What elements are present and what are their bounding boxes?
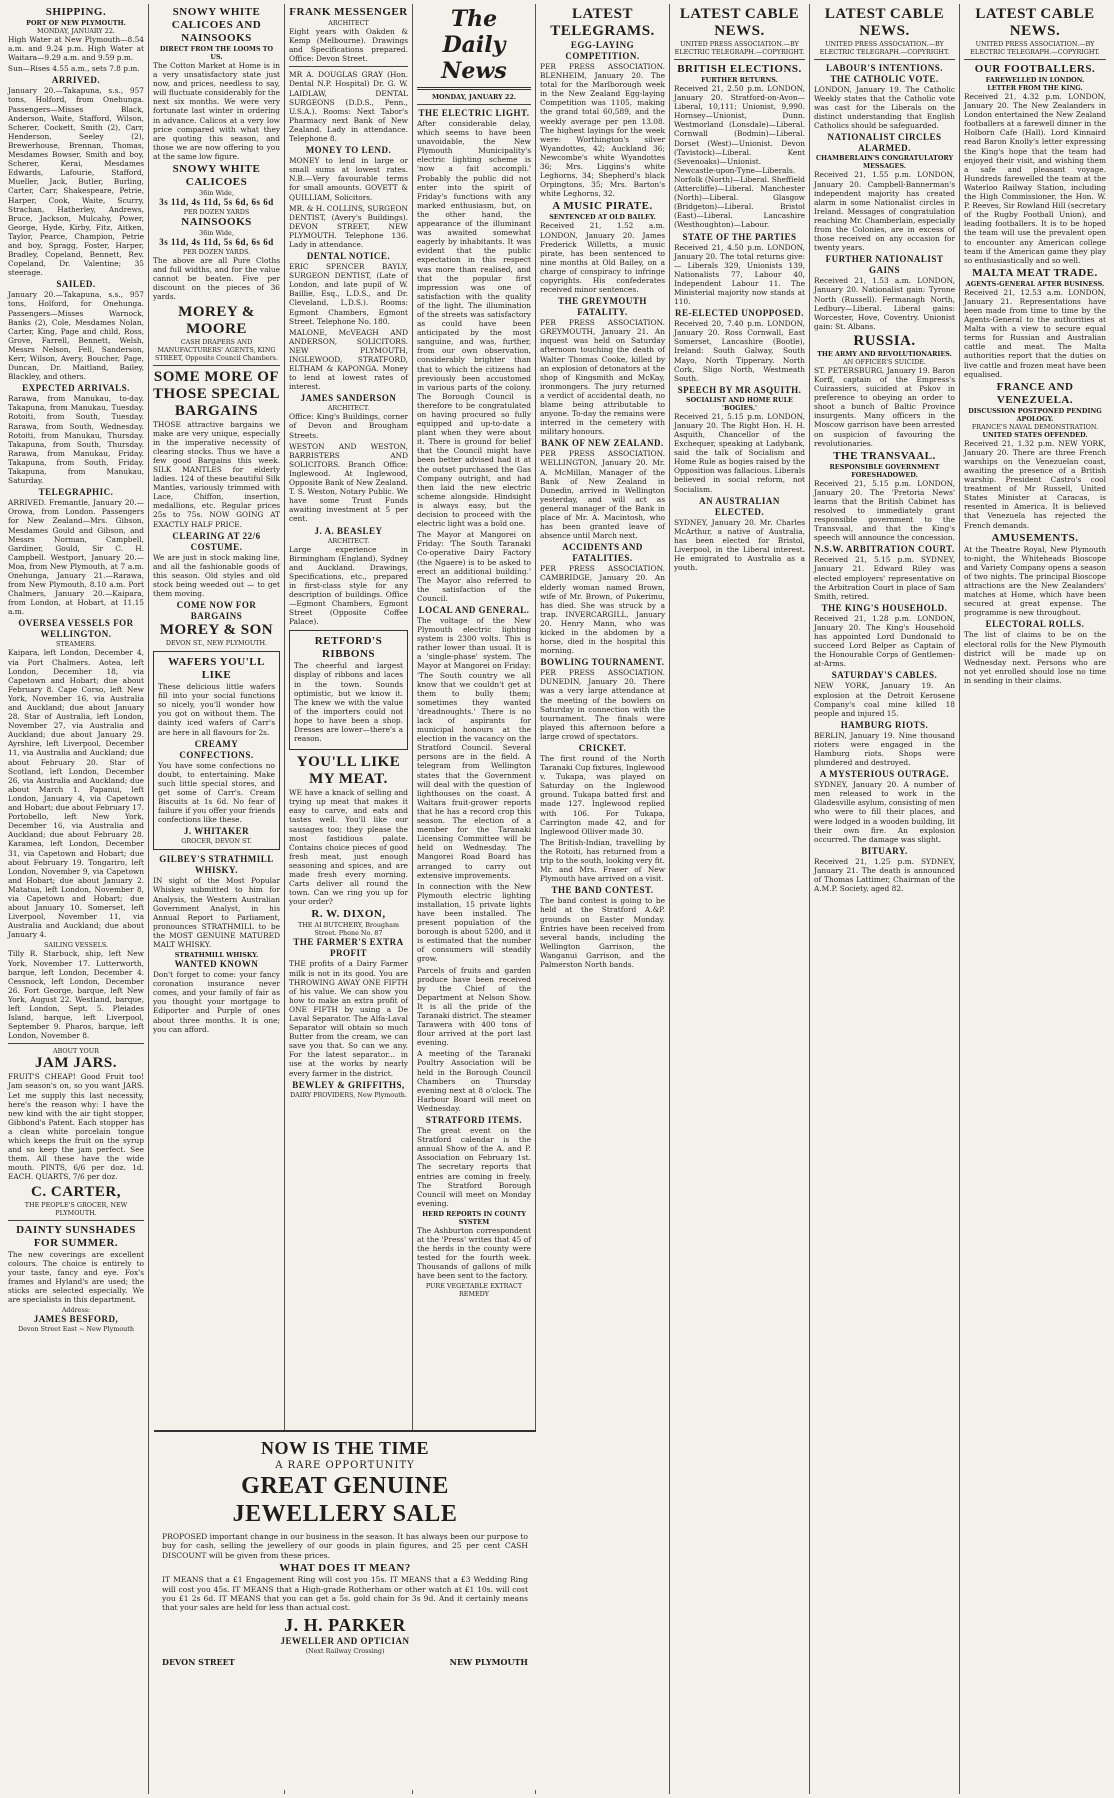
music-sub: SENTENCED AT OLD BAILEY.	[549, 213, 656, 222]
arrived-heading: ARRIVED.	[51, 75, 101, 86]
sanderson-name: JAMES SANDERSON	[300, 393, 397, 404]
footballers-text: Received 21, 4.32 p.m. LONDON, January 20. The New Zealanders in London entertained the New Zealand footballers at a farewell dinner in the Holborn Cafe (Hall). Lord Kinnaird read Baron Knolly's letter expressing the King's hope that the team had enjoyed their visit, and wishing them a safe and pleasant voyage. Hundreds farewelled the team at the Waterloo Railway Station, including the High Commissioner, the Hon. W. P. Reeves, Sir Rowland Hill (secretary of the Rugby Football Union), and leading footballers. It is to be hoped the team will use the prevalent open to encounter any American college team if the American game they play so enthusiastically and so well.	[964, 92, 1106, 265]
what-heading: WHAT DOES IT MEAN?	[279, 1562, 411, 1575]
naval-heading: FRANCE'S NAVAL DEMONSTRATION.	[971, 422, 1099, 431]
dixon-sub: THE AI BUTCHERY, Brougham Street. Phone No. 87	[297, 921, 400, 938]
snowy-direct: DIRECT FROM THE LOOMS TO US.	[159, 45, 274, 61]
brit-text: Received 21, 2.50 p.m. LONDON, January 20. Stratford-on-Avon—Liberal, 10,111; Unionist, 9,990. Hornsey—Unionist, Dunn. Westmorland (Lonsdale)—Liberal. Cornwall (Bodmin)—Liberal. Dorset (West)—Unionist. Devon (Tavistock)—Liberal. Kent (Sevenoaks)—Unionist. Newcastle-upon-Tyne—Liberals. Norfolk (North)—Liberal. Sheffield (Attercliffe)—Liberal. Manchester (North)—Liberal. Glasgow (Bridgeton)—Liberal. Bristol (East)—Liberal. Lancashire (Westhoughton)—Labour.	[674, 84, 805, 230]
electoral-heading: ELECTORAL ROLLS.	[985, 619, 1085, 630]
parker-address-town: NEW PLYMOUTH	[449, 1656, 528, 1667]
bowling-text: PER PRESS ASSOCIATION. DUNEDIN, January 20. There was a very large attendance at the meeting of the bowlers on Saturday in connection with the tournament. The finals were played this afternoon before a large crowd of spectators.	[540, 668, 665, 741]
money-heading: MONEY TO LEND.	[305, 145, 392, 156]
officer-sub: AN OFFICER'S SUICIDE.	[843, 357, 926, 366]
brit-heading: BRITISH ELECTIONS.	[677, 63, 802, 75]
column-cable-news-3	[960, 4, 1110, 1794]
labour-heading: LABOUR'S INTENTIONS.	[825, 63, 944, 73]
cable-heading: LATEST CABLE NEWS.	[679, 6, 800, 39]
carter-name: C. CARTER,	[31, 1183, 121, 1200]
cable-sub-2: UNITED PRESS ASSOCIATION.—BY ELECTRIC TELEGRAPH.—COPYRIGHT.	[819, 40, 950, 56]
nainsooks-heading: NAINSOOKS	[181, 216, 252, 229]
beasley-text: Large experience in Birmingham (England), Sydney and Auckland. Drawings, Specifications, etc., prepared in first-class style for any description of buildings. Office—Egmont Chambers, Egmont Street (Opposite Coffee Palace).	[289, 544, 408, 627]
brit-sub: FURTHER RETURNS.	[701, 76, 778, 84]
tides-text: High Water at New Plymouth—8.54 a.m. and 9.24 p.m. High Water at Waitara—9.29 a.m. and 9.59 p.m.	[8, 35, 144, 63]
wafers-ad	[153, 651, 280, 850]
morey-son-name: MOREY & SON	[159, 622, 274, 639]
clearing-text: We are just in stock making line, and all the fashionable goods of this season. Old styles and old stock being weeded out — to get them moving.	[153, 552, 280, 598]
parties-heading: STATE OF THE PARTIES	[682, 231, 797, 242]
column-cable-news-1	[670, 4, 810, 1794]
unopposed-heading: RE-ELECTED UNOPPOSED.	[674, 308, 805, 319]
cable-heading-2: LATEST CABLE NEWS.	[824, 6, 945, 39]
nainsooks-width: 36in Wide,	[199, 229, 234, 238]
transvaal-heading: THE TRANSVAAL.	[833, 449, 936, 462]
jam-heading: JAM JARS.	[35, 1055, 117, 1072]
masthead-rule	[417, 87, 531, 90]
nationalist-heading: NATIONALIST CIRCLES ALARMED.	[827, 132, 942, 154]
parker-name: J. H. PARKER	[284, 1614, 406, 1635]
morey-son-sub: DEVON ST., NEW PLYMOUTH.	[165, 639, 268, 648]
nainsooks-per: PER DOZEN YARDS.	[182, 248, 251, 257]
further-heading: FURTHER NATIONALIST GAINS	[825, 254, 944, 276]
catholic-heading: THE CATHOLIC VOTE.	[830, 74, 939, 84]
cable-heading-3: LATEST CABLE NEWS.	[975, 6, 1095, 39]
cable-sub-3: UNITED PRESS ASSOCIATION.—BY ELECTRIC TELEGRAPH.—COPYRIGHT.	[970, 40, 1100, 56]
calicoes-width: 36in Wide,	[199, 189, 234, 198]
asquith-heading: SPEECH BY MR ASQUITH.	[677, 384, 802, 395]
masthead: The Daily News	[441, 6, 507, 84]
mystery-text: SYDNEY, January 20. A number of men released to work in the Gladesville asylum, consisting of men who were to fill their places, and were lodged in a wooden building, lit their own fire. An explosion occurred. The damage was slight.	[814, 780, 955, 844]
cricket-text: The first round of the North Taranaki Cup fixtures, Inglewood v. Tukapa, was played on Saturday on the Inglewood ground. Tukapa batted first and made 127. Inglewood replied with 106. For Tukapa, Carrington made 42, and for Inglewood Olliver made 30.	[540, 754, 665, 836]
retford-ad	[289, 630, 408, 750]
bewley-sub: DAIRY PROVIDERS, New Plymouth.	[290, 1090, 407, 1099]
australian-text: SYDNEY, January 20. Mr. Charles McArthur, a native of Australia, has been elected for Bristol, Liverpool, in the Liberal interest. He emigrated to Australia as a youth.	[674, 517, 805, 573]
clearing-heading: CLEARING AT 22/6 COSTUME.	[172, 530, 261, 552]
arrived-text: January 20.—Takapuna, s.s., 957 tons, Holford, from Onehunga. Passengers—Misses Black, Anderson, Waite, Stafford, Wilson, Scherer, Cockett, Smith (2), Carr, Henderson, Seeley (2), Brewerhouse, Brennan, Thomas, Mesdames Bowser, Smith and boy, Scherer, Kerai, Mesdames Edwards, Lafourie, Stafford, Mueller, Jack, Butler, Burling, Carter, Carr, Shakespeare, Petrie, Harper, Cook, Waite, Scurry, Strachan, Hatherley, Andrews, Bruce, Jackson, Mulcahy, Power, George, Hyde, Kirby, Fitz, Aitken, Taylor, Pearce, Champion, Petrie and boy, Spragg, Foster, Harper, Bradley, Copeland, Bennett, Rev. Copeland, Dr. Valentine; 35 steerage.	[8, 86, 144, 278]
france-text: Received 21, 1.32 p.m. NEW YORK, January 20. There are three French warships on the Venezuelan coast, awaiting the presence of a British warship. President Castro's cool treatment of Mr Russell, United States Minister at Caracas, is resented in America. It is believed that Venezuela has rejected the French demands.	[964, 438, 1106, 530]
overseas-text: Kaipara, left London, December 4, via Port Chalmers. Aotea, left London, December 18, via Capetown and Hobart; due about February 8. Cape Corso, left New York, November 16, via Australia and Auckland; due about January 28. Star of Australia, left London, November 27, via Australia and Auckland; due about January 29. Ayrshire, left Liverpool, December 11, via Australia and Auckland; due about February 20. Star of Scotland, left London, December 26, via Australia and Auckland; due about March 1. Papanui, left London, January 4, via Capetown and Hobart; due about February 17. Portobello, left New York, December 16, via Australia and Auckland; due about February 28. Karamea, left London, December 31, via Capetown and Hobart; due about February 19. Tongariro, left London, November 9, via Capetown and Hobart; due about January 2. Matatua, left London, November 8, via Capetown and Hobart; due about January 10. Somerset, left Liverpool, November 11, via Australia and Auckland; due about January 4.	[8, 648, 144, 940]
kings-text: Received 21, 1.28 p.m. LONDON, January 20. The King's Household has appointed Lord Dundonald to succeed Lord Belper as Captain of the Honourable Corps of Gentlemen-at-Arms.	[814, 613, 955, 669]
divider	[417, 104, 531, 105]
whitaker-name: J. WHITAKER	[183, 826, 250, 837]
france-heading: FRANCE AND VENEZUELA.	[996, 380, 1074, 406]
collins-ad: MR. & H. COLLINS, SURGEON DENTIST, (Avery's Buildings). DEVON STREET, NEW PLYMOUTH. Telephone 136. Lady in attendance.	[289, 203, 408, 249]
amusements-text: At the Theatre Royal, New Plymouth to-night, the Whiteheads Bioscope and Variety Company opens a season of two nights. The principal Bioscope attractions are the New Zealanders' matches at Home, which have been secured at great expense. The programme is new throughout.	[964, 544, 1106, 618]
douglas-ad: MR A. DOUGLAS GRAY (Hon. Dental N.P. Hospital) Dr. G. W. LAIDLAW, DENTAL SURGEONS (D.D.S., Penn., U.S.A.). Rooms: Next Tabor's Pharmacy next Bank of New Zealand. Lady in attendance. Telephone 8.	[289, 70, 408, 144]
asquith-text: Received 21, 5.15 p.m. LONDON, January 20. The Right Hon. H. H. Asquith, Chancellor of the Exchequer, speaking at Ladybank, said the talk of Socialism and Home Rule as bogies raised by the Opposition was fallacious. Liberals believed in social reform, not Socialism.	[674, 411, 805, 494]
hamburg-heading: HAMBURG RIOTS.	[840, 719, 929, 730]
morey-moore-name: MOREY & MOORE	[178, 303, 255, 337]
wanted-heading: WANTED KNOWN	[174, 959, 259, 970]
steamers-heading: STEAMERS.	[55, 640, 97, 649]
stratford-text: The great event on the Stratford calendar is the annual Show of the A. and P. Association on February 1st. The secretary reports that entries are coming in freely. The Stratford Borough Council will meet on Monday evening.	[417, 1126, 531, 1208]
divider	[8, 1220, 144, 1221]
gilbey-text: IN sight of the Most Popular Whiskey submitted to him for Analysis, the Western Australian Government Analyst, in his Annual Report to Parliament, pronounces STRATHMILL to be the MOST GENUINE MATURED MALT WHISKY.	[153, 876, 280, 949]
farmer-text: THE profits of a Dairy Farmer milk is not in its good. You are THROWING AWAY ONE FIFTH of his value. We can show you how to make an extra profit of ONE FIFTH by using a De Laval Separator. The Alfa-Laval Separator will obtain so much Butter from the cream, we can save you that. So can we any. For the latest separator... in use at the works by nearly every farmer in the district.	[289, 959, 408, 1078]
malta-sub: AGENTS-GENERAL AFTER BUSINESS.	[965, 279, 1105, 288]
dainty-text: The new coverings are excellent colours. The choice is entirely to your taste, fancy and eye. Fox's frames and Hyland's are used; the sticks are selected especially. We are specialists in this department.	[8, 1249, 144, 1304]
mayor-text: The Mayor at Mangorei on Friday: 'The South Taranaki Co-operative Dairy Factory (the Ngaere) is to be asked to erect an additional building.' The Mayor also referred to the satisfaction of the Council.	[417, 530, 531, 603]
column-cable-news-2	[810, 4, 960, 1794]
parker-sub: JEWELLER AND OPTICIAN	[280, 1635, 410, 1646]
weston-ad: WESTON AND WESTON, BARRISTERS AND SOLICITORS. Branch Office: Inglewood. At Inglewood, Opposite Bank of New Zealand. T. S. Weston, Notary Public. We have some Trust Funds awaiting investment at 5 per cent.	[289, 441, 408, 524]
letter-heading: LETTER FROM THE KING.	[987, 84, 1083, 92]
parker-address-street: DEVON STREET	[162, 1656, 235, 1667]
music-text: Received 21, 1.52 a.m. LONDON, January 20. James Frederick Willetts, a music pirate, has been sentenced to nine months at Old Bailey, on a charge of conspiracy to infringe copyrights. His confederates received minor sentences.	[540, 221, 665, 295]
divider	[674, 59, 805, 60]
nsw-text: Received 21, 5.15 p.m. SYDNEY, January 21. Edward Riley was elected employers' representative on the Arbitration Court in place of Sam Smith, retired.	[814, 555, 955, 601]
column-telegrams	[536, 4, 670, 1794]
bnz-heading: BANK OF NEW ZEALAND.	[541, 438, 664, 449]
address-name: JAMES BESFORD,	[33, 1314, 119, 1325]
cricket-heading: CRICKET.	[578, 743, 627, 753]
egg-heading: EGG-LAYING COMPETITION.	[565, 40, 640, 61]
mystery-heading: A MYSTERIOUS OUTRAGE.	[819, 769, 950, 780]
local-heading: LOCAL AND GENERAL.	[418, 604, 530, 615]
france-sub: DISCUSSION POSTPONED PENDING APOLOGY.	[968, 406, 1102, 423]
band-text: The band contest is going to be held at the Stratford A.&P. grounds on Easter Monday. Entries have been received from several bands, including the Wellington Garrison, the Wanganui Garrison, and the Palmerston North bands.	[540, 896, 665, 969]
wafers-heading: WAFERS YOU'LL LIKE	[168, 656, 265, 682]
retford-heading: RETFORD'S RIBBONS	[314, 635, 383, 661]
dental-notice: DENTAL NOTICE.	[306, 251, 391, 262]
music-heading: A MUSIC PIRATE.	[552, 200, 653, 213]
russia-text: ST. PETERSBURG, January 19. Baron Korff, captain of the Empress's Cuirassiers, suicided at Pskov in preference to obeying an order to shoot a bunch of Baltic Province insurgents. Many officers in the Moscow garrison have been arrested on suspicion of favouring the revolutionaries.	[814, 365, 955, 448]
come-heading: COME NOW FOR BARGAINS	[176, 600, 257, 622]
whitaker-sub: GROCER, DEVON ST.	[181, 837, 252, 846]
great-genuine: GREAT GENUINE	[241, 1473, 449, 1499]
divider	[289, 66, 408, 67]
jam-about: ABOUT YOUR	[52, 1047, 99, 1056]
expected-text: Rarawa, from Manukau, to-day. Takapuna, from Manukau, Tuesday. Rotoiti, from South, Tuesday. Rarawa, from South, Wednesday. Rotoiti, from Manukau, Thursday. Takapuna, from South, Thursday. Rarawa, from Manukau, Friday. Takapuna, from South, Friday. Takapuna, from Manukau, Saturday.	[8, 394, 144, 486]
telegrams-heading: LATEST TELEGRAMS.	[550, 6, 655, 39]
saturday-text: NEW YORK, January 19. An explosion at the Detroit Kerosene Company's coal mine killed 18 people and injured 15.	[814, 681, 955, 718]
editorial-date: MONDAY, JANUARY 22.	[431, 93, 517, 101]
unopposed-text: Received 20, 7.40 p.m. LONDON, January 20. Ross Cornwall, East Somerset, Lancashire (Bootle), Ireland: South Galway, South Mayo, North Tipperary. North Cork, Sligo North, Westmeath South.	[674, 319, 805, 383]
calicoes-prices: 3s 11d, 4s 11d, 5s 6d, 6s 6d	[159, 197, 274, 208]
remedy-sign: PURE VEGETABLE EXTRACT REMEDY	[425, 1282, 523, 1299]
calicoes-heading: SNOWY WHITE CALICOES	[172, 163, 261, 189]
nsw-heading: N.S.W. ARBITRATION COURT.	[814, 544, 955, 555]
greymouth-text: PER PRESS ASSOCIATION. GREYMOUTH, January 21. An inquest was held on Saturday afternoon touching the death of Walter Thomas Cooke, killed by an explosion of detonators at the shop of Kingsmith and McKay, ironmongers. The jury returned a verdict of accidental death, no blame being attributable to anyone. To-day the remains were interred in the cemetery with military honours.	[540, 318, 665, 437]
dainty-heading: DAINTY SUNSHADES FOR SUMMER.	[16, 1223, 136, 1249]
bazaar-text: In connection with the New Plymouth electric lighting installation, 15 private lights have been installed. The present population of the borough is about 5200, and it is estimated that the number of consumers will steadily grow.	[417, 881, 531, 964]
nationalist-text: Received 21, 1.55 p.m. LONDON, January 20. Campbell-Bannerman's independent majority has created alarm in some Nationalist circles in Ireland. Messages of congratulation reaching Mr. Chamberlain, especially from the Colonies, are in excess of those received on any occasion for twenty years.	[814, 170, 955, 253]
morey-moore-sub: CASH DRAPERS AND MANUFACTURERS' AGENTS, KING STREET, Opposite Council Chambers.	[155, 337, 278, 362]
proposed-text: PROPOSED important change in our business in the season. It has always been our purpose to buy for cash, selling the jewellery of our goods in plain figures, and 25 per cent CASH DISCOUNT will be given from these prices.	[162, 1532, 528, 1560]
sailed-heading: SAILED.	[56, 279, 96, 290]
beasley-role: ARCHITECT.	[327, 536, 370, 545]
shipping-date: MONDAY, JANUARY 22.	[37, 27, 115, 35]
dixon-name: R. W. DIXON,	[311, 908, 386, 921]
what-items: IT MEANS that a £1 Engagement Ring will cost you 15s. IT MEANS that a £3 Wedding Ring will cost you 45s. IT MEANS that a High-grade Rotherham or other watch at £1 10s. will cost you £1 2s 6d. IT MEANS that you can get a 5s. gold chain for 3s 9d. And it certainly means that your sales are held for less than actual cost.	[162, 1575, 528, 1613]
nationalist-sub: CHAMBERLAIN'S CONGRATULATORY MESSAGES.	[815, 154, 954, 171]
jam-text: FRUIT'S CHEAP! Good Fruit too! Jam season's on, so you want JARS. Let me supply this last necessity, here's the reason why: I have the new kind with the air tight stopper, Gibbond's Patent. Each stopper has a clean white porcelain tongue which keeps the fruit on the syrup and so keep the jam perfect. See them. All these have the wide mouth. PINTS, 6/6 per doz. 1d. EACH. QUARTS, 7/6 per doz.	[8, 1072, 144, 1182]
obituary-heading: BITUARY.	[861, 845, 908, 856]
divider	[814, 59, 955, 60]
further-text: Received 21, 1.53 a.m. LONDON, January 20. Nationalist gain: Tyrone North (Russell). Fermanagh North, Ledbury—Liberal. Liberal gains: Worcester, Hove, Coventry. Unionist gain: St. Albans.	[814, 276, 955, 331]
greymouth-heading: THE GREYMOUTH FATALITY.	[558, 296, 647, 318]
australian-heading: AN AUSTRALIAN ELECTED.	[699, 495, 780, 517]
egg-text: PER PRESS ASSOCIATION. BLENHEIM, January 20. The total for the Marlborough week in the New Zealand Egg-laying Competition was 1105, making the grand total 60,589, and the weekly average per pen 13.08. The highest layings for the week were: Worthington's silver Wyandottes, 42; Auckland 36; Newcombe's white Wyandottes 36; Mrs. Liggins's white Leghorns, 34; Shepherd's black Orpingtons, 35; Mrs. Barton's white Leghorns, 32.	[540, 62, 665, 199]
snowy-heading: SNOWY WHITE CALICOES AND NAINSOOKS	[171, 6, 262, 44]
asquith-sub: SOCIALIST AND HOME RULE 'BOGIES.'	[686, 395, 793, 412]
saturday-heading: SATURDAY'S CABLES.	[831, 670, 938, 681]
band-heading: THE BAND CONTEST.	[551, 885, 654, 896]
stratford-heading: STRATFORD ITEMS.	[425, 1115, 523, 1126]
transvaal-sub: RESPONSIBLE GOVERNMENT FORESHADOWED.	[829, 462, 940, 479]
retford-text: The cheerful and largest display of ribbons and laces in the town. Sounds optimistic, but we know it. The knew we with the value of the importers could not hope to have been a shop. Dresses are lower—there's a reason.	[294, 661, 403, 744]
messenger-role: ARCHITECT	[328, 19, 369, 27]
malone-ad: MALONE, McVEAGH AND ANDERSON, SOLICITORS. NEW PLYMOUTH, INGLEWOOD, STRATFORD, ELTHAM & KAPONGA. Money to lend at lowest rates of interest.	[289, 327, 408, 392]
address-street: Devon Street East ~ New Plymouth	[18, 1325, 134, 1334]
calicoes-per: PER DOZEN YARDS	[183, 208, 250, 217]
jewellery-sale-ad	[154, 1430, 536, 1790]
divider	[153, 365, 280, 366]
port-heading: PORT OF NEW PLYMOUTH.	[26, 19, 126, 27]
jewellery-sale-heading: JEWELLERY SALE	[232, 1501, 458, 1527]
column-shipping	[4, 4, 149, 1794]
divider	[964, 59, 1106, 60]
carter-sub: THE PEOPLE'S GROCER, NEW PLYMOUTH.	[24, 1200, 128, 1217]
sailed-text: January 20.—Takapuna, s.s., 957 tons, Holford, for Onehunga. Passengers—Misses Warnock, Banks (2), Cole, Mesdames Nolan, Carter, King, Page and child, Ross, Grove, Farrell, Bennett, Welsh, Messrs Nelson, Fell, Sanderson, Kerr, Wilson, Avery, Boucher, Page, Duncan, Dr. Maitland, Bailey, Blackley, and others.	[8, 290, 144, 382]
farmer-heading: THE FARMER'S EXTRA PROFIT	[293, 937, 404, 959]
expected-heading: EXPECTED ARRIVALS.	[22, 383, 130, 394]
local-text: The voltage of the New Plymouth electric lighting system is 2300 volts. This is rather lower than usual. It is a 'single-phase' system. The Mayor at Mangorei on Friday: 'The South country we all know that we couldn't get at them to bully them; sometimes they wanted 'dreadnoughts.' There is no lack of aspirants for municipal honours at the election in the vacancy on the Stratford Council. Several persons are in the field. A telegram from Wellington states that the Government will deal with the question of lighthouses on the coast. A Waitara fruit-grower reports that he has a record crop this season. The election of a member for the Taranaki Licensing Committee will be held on Wednesday. The Mangorei Road Board has arranged to carry out extensive improvements.	[417, 615, 531, 880]
cable-sub: UNITED PRESS ASSOCIATION.—BY ELECTRIC TELEGRAPH.—COPYRIGHT.	[674, 40, 805, 56]
beasley-name: J. A. BEASLEY	[314, 525, 383, 536]
obituary-text: Received 21, 1.25 p.m. SYDNEY, January 21. The death is announced of Thomas Lattimer, Chairman of the A.M.P. Society, aged 82.	[814, 856, 955, 894]
nainsooks-prices: 3s 11d, 4s 11d, 5s 6d, 6s 6d	[159, 237, 274, 248]
bnz-text: PER PRESS ASSOCIATION. WELLINGTON, January 20. Mr. A. McMillan, Manager of the Bank of New Zealand in Dunedin, arrived in Wellington yesterday, and will act as general manager of the Bank in place of Mr. A. Macintosh, who has been granted leave of absence until March next.	[540, 449, 665, 541]
sanderson-role: ARCHITECT.	[327, 404, 370, 413]
money-text: MONEY to lend in large or small sums at lowest rates. N.B.—Very favourable terms for small amounts. GOVETT & QUILLIAM, Solicitors.	[289, 156, 408, 202]
divider	[8, 1043, 144, 1044]
special-bargains-heading: SOME MORE OF THOSE SPECIAL BARGAINS	[153, 368, 280, 419]
sanderson-text: Office: King's Buildings, corner of Devon and Brougham Streets.	[289, 412, 408, 440]
russia-heading: RUSSIA.	[853, 332, 916, 349]
kings-heading: THE KING'S HOUSEHOLD.	[821, 602, 948, 613]
sun-text: Sun—Rises 4.55 a.m., sets 7.8 p.m.	[8, 64, 140, 74]
creamy-heading: CREAMY CONFECTIONS.	[179, 738, 254, 760]
wafers-text: These delicious little wafers fill into your social functions so nicely, you'll wonder how you got on without them. The dainty iced wafers of Carr's are here in all flavours for 2s.	[158, 682, 275, 737]
address-label: Address:	[61, 1306, 91, 1315]
hamburg-text: BERLIN, January 19. Nine thousand rioters were engaged in the Hamburg riots. Shops were plundered and destroyed.	[814, 730, 955, 768]
overseas-heading: OVERSEA VESSELS FOR WELLINGTON.	[18, 618, 134, 640]
electric-text: After considerable delay, which seems to have been unavoidable, the New Plymouth Municipality's electric lighting scheme is 'now a fait accompli.' Probably the public did not enter into the spirit of Friday's functions with any marked enthusiasm, but, on the other hand, the appearance of the illuminant was awaited somewhat eagerly by inhabitants. It was evident that the public expectation in this respect was more than realised, and that the popular first impression was one of satisfaction with the quality of the light. The illumination of the streets was satisfactory as could have been anticipated by the most sanguine, and was, further, from our own observation, considerably brighter than that to which the citizens had previously been accustomed in various parts of the colony. The Borough Council is therefore to be congratulated on having procured so fully equipped and up-to-date a plant when they were about it. There is ground for belief that the Council might have been better advised had it at the outset purchased the Gas Company outright, and had then laid the new electric scheme alongside. Hindsight is always easy, but the decision to proceed with the electric light was a bold one.	[417, 119, 531, 529]
messenger-text: Eight years with Oakden & Kemp (Melbourne). Drawings and Specifications prepared. Office: Devon Street.	[289, 27, 408, 64]
catholic-text: LONDON, January 19. The Catholic Weekly states that the Catholic vote was cast for the Liberals on the distinct understanding that English Catholics should be safeguarded.	[814, 85, 955, 131]
youll-like-text: WE have a knack of selling and trying up meat that makes it easy to carve, and eats and tastes well. You'll like our sausages too; they please the most fastidious palate. Contains choice pieces of good fresh meat, just enough seasoning and spices, and are made fresh every morning. Carts deliver all round the town. Can we ring you up for your order?	[289, 788, 408, 907]
snowy-text: The Cotton Market at Home is in a very unsatisfactory state just now, and prices, needless to say, will fluctuate considerably for the next six months. We were very fortunate last winter in ordering in advance. Calicos at a very low price compared with what they are quoting this season, and those we are now offering to you at the same low figure.	[153, 61, 280, 161]
messenger-name: FRANK MESSENGER	[289, 6, 408, 18]
misc-text: A meeting of the Taranaki Poultry Association will be held in the Borough Council Chambers on Thursday evening next at 8 o'clock. The Harbour Board will meet on Wednesday.	[417, 1049, 531, 1113]
electoral-text: The list of claims to be on the electoral rolls for the New Plymouth district will be made up on Wednesday next. Persons who are not yet enrolled should lose no time in sending in their claims.	[964, 630, 1106, 685]
wanted-text: Don't forget to come: your fancy coronation insurance never comes, and your family of fair as you thought your mortgage to Ediporter and Purple of ones about three months. It is one; you can afford.	[153, 970, 280, 1034]
footballers-sub: FAREWELLED IN LONDON.	[985, 76, 1085, 84]
parker-location: (Next Railway Crossing)	[305, 1646, 385, 1655]
malta-text: Received 21, 12.53 a.m. LONDON, January 21. Representations have been made from time to time by the Agents-General to the authorities at Malta with a view to secure equal terms for Russian and Australian cattle and meat. The Malta authorities report that the duties on live cattle and frozen meat have been equalised.	[964, 287, 1106, 379]
special-bargains-text: THOSE attractive bargains we make are very unique, especially in the imperative necessity of clearing stocks. Thus we have a few good Bargains this week. SILK MANTLES for elderly ladies. 124 of these beautiful Silk Mantles, variously trimmed with Lace, Chiffon, insertion, medallions, etc. Regular prices 25s to 75s. NOW GOING AT EXACTLY HALF PRICE.	[153, 419, 280, 529]
gilbey-foot: STRATHMILL WHISKY.	[174, 951, 259, 960]
extra-text: The British-Indian, travelling by the Rotoiti, has returned from a trip to the south, looking very fit. Mr. and Mrs. Fraser of New Plymouth have arrived on a visit.	[540, 837, 665, 884]
nainsooks-note: The above are all Pure Cloths and full widths, and for the value cannot be beaten. Five per discount on the pieces of 36 yards.	[153, 256, 280, 302]
parker-address	[162, 1657, 528, 1667]
farming-text: Parcels of fruits and garden produce have been received by the Chief of the Department at Nelson Show. It is all the pride of the Taranaki district. The steamer Tarawera with 400 tons of flour arrived at the port last evening.	[417, 965, 531, 1048]
rare-opportunity: A RARE OPPORTUNITY	[275, 1460, 415, 1471]
transvaal-text: Received 21, 5.15 p.m. LONDON, January 20. The 'Pretoria News' learns that the British Cabinet has resolved to immediately grant responsible government to the Transvaal, and that the King's speech will announce the concession.	[814, 478, 955, 543]
sailing-heading: SAILING VESSELS.	[43, 941, 109, 950]
herd-text: The Ashburton correspondent at the 'Press' writes that 45 of the herds in the county were tested for the fourth week. Thousands of gallons of milk have been sent to the factory.	[417, 1225, 531, 1281]
gilbey-heading: GILBEY'S STRATHMILL WHISKY.	[159, 854, 274, 876]
sailing-text: Tilly R. Starbuck, ship, left New York, November 17. Lutterworth, barque, left London, December 4. Cessnock, left London, December 26. Fort George, barque, left New York, August 22. Westland, barque, left London, Sept. 5. Pleiades Island, barque, left Liverpool, September 9. Pharos, barque, left London, November 8.	[8, 949, 144, 1041]
russia-sub: THE ARMY AND REVOLUTIONARIES.	[817, 349, 952, 358]
accidents-heading: ACCIDENTS AND FATALITIES.	[562, 542, 643, 564]
youll-like-heading: YOU'LL LIKE MY MEAT.	[296, 754, 401, 788]
telegraphic-text: ARRIVED. Fremantle, January 20.—Orowa, from London. Passengers for New Zealand—Mrs. Gibson, Mesdames Gould and Gibson, and Messrs Norman, Campbell, Gardiner, Gould, Sir C. H. Campbell. Westport, January 20.—Moa, from New Plymouth, at 7 a.m. Onehunga, January 21.—Rarawa, from New Plymouth, 8.10 a.m. Port Chalmers, January 20.—Kaipara, from London, at Hobart, at 11.15 a.m.	[8, 498, 144, 617]
footballers-heading: OUR FOOTBALLERS.	[974, 63, 1096, 75]
malta-heading: MALTA MEAT TRADE.	[972, 266, 1098, 279]
herd-tag: HERD REPORTS IN COUNTY SYSTEM	[422, 1209, 526, 1226]
amusements-heading: AMUSEMENTS.	[991, 531, 1079, 544]
telegraphic-heading: TELEGRAPHIC.	[38, 487, 114, 498]
electric-heading: THE ELECTRIC LIGHT.	[418, 108, 530, 118]
us-heading: UNITED STATES OFFENDED.	[982, 430, 1088, 439]
parties-text: Received 21, 4.50 p.m. LONDON, January 20. The total returns give:— Liberals 329, Unionists 139, Nationalists 77, Labour 40, Independent Labour 11. The Ministerial majority now stands at 110.	[674, 242, 805, 307]
accidents-text: PER PRESS ASSOCIATION. CAMBRIDGE, January 20. An elderly woman named Brown, wife of Mr. Brown, of Pukerimu, has died. She was struck by a trap. INVERCARGILL, January 20. Henry Mann, who was kicked in the abdomen by a horse, died in the hospital this morning.	[540, 564, 665, 656]
bowling-heading: BOWLING TOURNAMENT.	[540, 657, 665, 668]
bewley-name: BEWLEY & GRIFFITHS,	[292, 1079, 405, 1090]
bayly-ad: ERIC SPENCER BAYLY, SURGEON DENTIST, (Late of London, and late pupil of W. Baillie, Esq., L.D.S., and Dr. Cleveland, L.D.S.). Rooms: Egmont Chambers, Egmont Street. Telephone No. 180.	[289, 262, 408, 326]
now-heading: NOW IS THE TIME	[260, 1438, 430, 1458]
creamy-text: You have some confections no doubt, to entertaining. Make such little special stores, and get some of Carr's. Cream Biscuits at 1s 6d. No fear of failure if you offer your friends confections like these.	[158, 760, 275, 825]
shipping-heading: SHIPPING.	[45, 6, 107, 18]
